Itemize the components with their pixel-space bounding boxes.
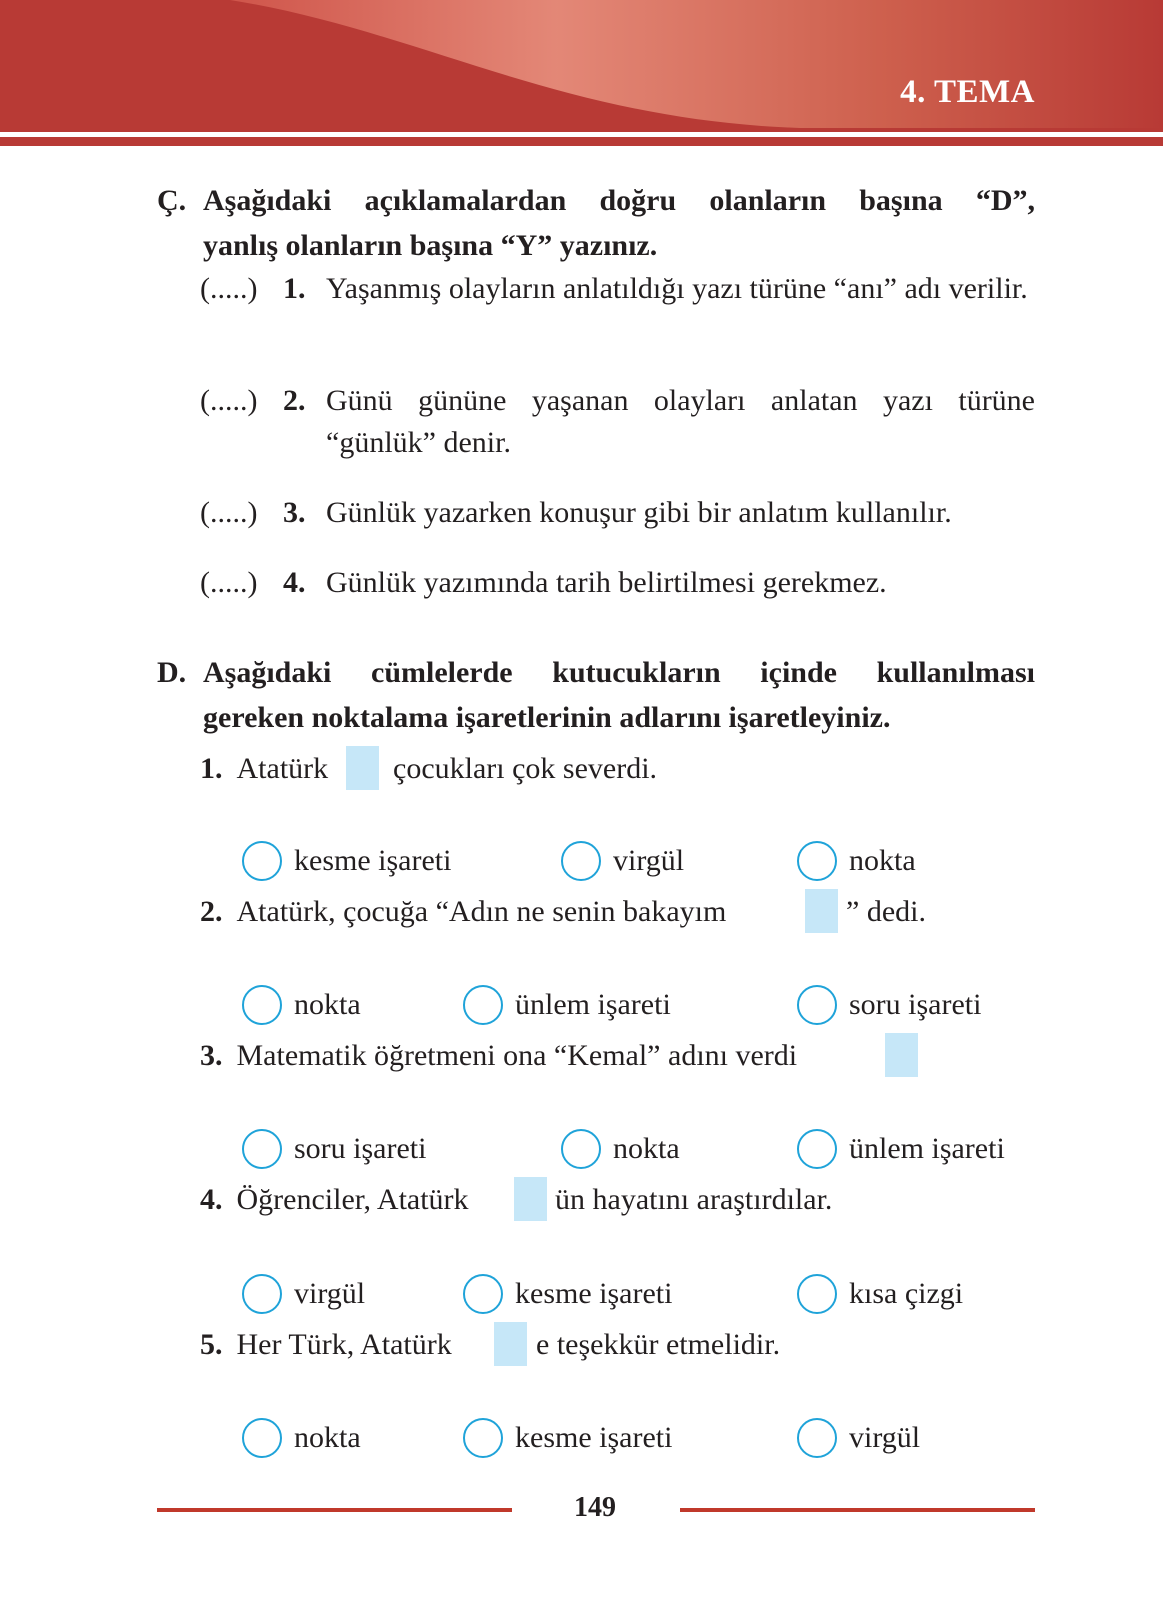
option[interactable] — [242, 1417, 361, 1459]
question-text-before: Her Türk, Atatürk — [236, 1328, 452, 1361]
option[interactable] — [797, 1273, 963, 1315]
option[interactable] — [463, 1273, 672, 1315]
true-false-item — [200, 380, 1035, 464]
option[interactable] — [242, 840, 451, 882]
radio-circle-icon[interactable] — [797, 1274, 837, 1314]
radio-circle-icon[interactable] — [242, 985, 282, 1025]
radio-circle-icon[interactable] — [242, 1418, 282, 1458]
option-label: ünlem işareti — [849, 1132, 1005, 1165]
option[interactable] — [463, 1417, 672, 1459]
punctuation-box — [346, 746, 379, 790]
question-text-before: Atatürk — [236, 752, 329, 785]
section-c-instruction-line1: Aşağıdaki açıklamalardan doğru olanların başına “D”, — [203, 184, 1035, 217]
option-label: soru işareti — [294, 1132, 427, 1165]
radio-circle-icon[interactable] — [463, 1274, 503, 1314]
radio-circle-icon[interactable] — [797, 985, 837, 1025]
item-text: Yaşanmış olayların anlatıldığı yazı türüne “anı” adı verilir. — [326, 272, 1028, 305]
section-d-label: D. — [157, 656, 187, 689]
option[interactable] — [242, 984, 361, 1026]
option[interactable] — [561, 1128, 680, 1170]
option-label: nokta — [294, 988, 361, 1021]
section-c-label: Ç. — [157, 184, 187, 217]
option-label: soru işareti — [849, 988, 982, 1021]
question-2 — [200, 891, 726, 933]
option[interactable] — [797, 1417, 920, 1459]
question-text-before: Matematik öğretmeni ona “Kemal” adını verdi — [236, 1039, 798, 1072]
section-c-instruction — [157, 178, 1035, 268]
answer-blank[interactable]: (.....) — [200, 496, 258, 529]
radio-circle-icon[interactable] — [797, 841, 837, 881]
option-label: nokta — [849, 844, 916, 877]
option-label: virgül — [294, 1277, 366, 1310]
true-false-item — [200, 268, 1035, 310]
radio-circle-icon[interactable] — [797, 1418, 837, 1458]
radio-circle-icon[interactable] — [242, 841, 282, 881]
option-label: virgül — [613, 844, 685, 877]
item-number: 2. — [283, 384, 306, 417]
option-label: kesme işareti — [294, 844, 452, 877]
option[interactable] — [242, 1273, 365, 1315]
item-number: 1. — [283, 272, 306, 305]
question-4 — [200, 1179, 469, 1221]
question-3 — [200, 1035, 797, 1077]
question-number: 2. — [200, 895, 223, 928]
question-text-after: çocukları çok severdi. — [393, 752, 658, 785]
footer-divider-left — [157, 1508, 512, 1512]
option-label: ünlem işareti — [515, 988, 671, 1021]
radio-circle-icon[interactable] — [242, 1129, 282, 1169]
section-d-instruction-line1: Aşağıdaki cümlelerde kutucukların içinde kullanılması — [203, 656, 1035, 689]
question-number: 3. — [200, 1039, 223, 1072]
question-number: 5. — [200, 1328, 223, 1361]
option[interactable] — [561, 840, 684, 882]
option-label: virgül — [849, 1421, 921, 1454]
question-1 — [200, 748, 328, 790]
item-text: Günlük yazarken konuşur gibi bir anlatım kullanılır. — [326, 496, 952, 529]
question-5 — [200, 1324, 452, 1366]
page-number: 149 — [574, 1492, 616, 1523]
option-label: nokta — [294, 1421, 361, 1454]
question-number: 4. — [200, 1183, 223, 1216]
theme-title: 4. TEMA — [900, 74, 1035, 110]
option[interactable] — [463, 984, 671, 1026]
option-label: nokta — [613, 1132, 680, 1165]
question-text-after: e teşekkür etmelidir. — [536, 1328, 781, 1361]
question-5-after — [536, 1324, 780, 1366]
option-label: kesme işareti — [515, 1421, 673, 1454]
question-text-after: ” dedi. — [846, 895, 926, 928]
question-2-after — [846, 891, 926, 933]
question-text-before: Atatürk, çocuğa “Adın ne senin bakayım — [236, 895, 727, 928]
option[interactable] — [242, 1128, 426, 1170]
item-text: Günü gününe yaşanan olayları anlatan yazı türüne “günlük” denir. — [326, 384, 1035, 459]
option-label: kısa çizgi — [849, 1277, 964, 1310]
option[interactable] — [797, 840, 916, 882]
item-text: Günlük yazımında tarih belirtilmesi gerekmez. — [326, 566, 887, 599]
radio-circle-icon[interactable] — [242, 1274, 282, 1314]
item-number: 3. — [283, 496, 306, 529]
option-label: kesme işareti — [515, 1277, 673, 1310]
true-false-item — [200, 562, 1035, 604]
question-1-after — [393, 748, 657, 790]
punctuation-box — [885, 1033, 918, 1077]
punctuation-box — [514, 1177, 547, 1221]
section-d-instruction — [157, 650, 1035, 740]
option[interactable] — [797, 1128, 1005, 1170]
answer-blank[interactable]: (.....) — [200, 272, 258, 305]
question-number: 1. — [200, 752, 223, 785]
radio-circle-icon[interactable] — [463, 1418, 503, 1458]
item-number: 4. — [283, 566, 306, 599]
radio-circle-icon[interactable] — [561, 1129, 601, 1169]
radio-circle-icon[interactable] — [463, 985, 503, 1025]
true-false-item — [200, 492, 1035, 534]
question-4-after — [555, 1179, 832, 1221]
answer-blank[interactable]: (.....) — [200, 384, 258, 417]
punctuation-box — [494, 1322, 527, 1366]
option[interactable] — [797, 984, 981, 1026]
question-text-after: ün hayatını araştırdılar. — [555, 1183, 833, 1216]
section-d-instruction-line2: gereken noktalama işaretlerinin adlarını işaretleyiniz. — [203, 701, 891, 734]
radio-circle-icon[interactable] — [561, 841, 601, 881]
question-text-before: Öğrenciler, Atatürk — [236, 1183, 469, 1216]
answer-blank[interactable]: (.....) — [200, 566, 258, 599]
header-banner — [0, 0, 1163, 150]
footer-divider-right — [680, 1508, 1035, 1512]
punctuation-box — [805, 889, 838, 933]
radio-circle-icon[interactable] — [797, 1129, 837, 1169]
section-c-instruction-line2: yanlış olanların başına “Y” yazınız. — [203, 229, 658, 262]
